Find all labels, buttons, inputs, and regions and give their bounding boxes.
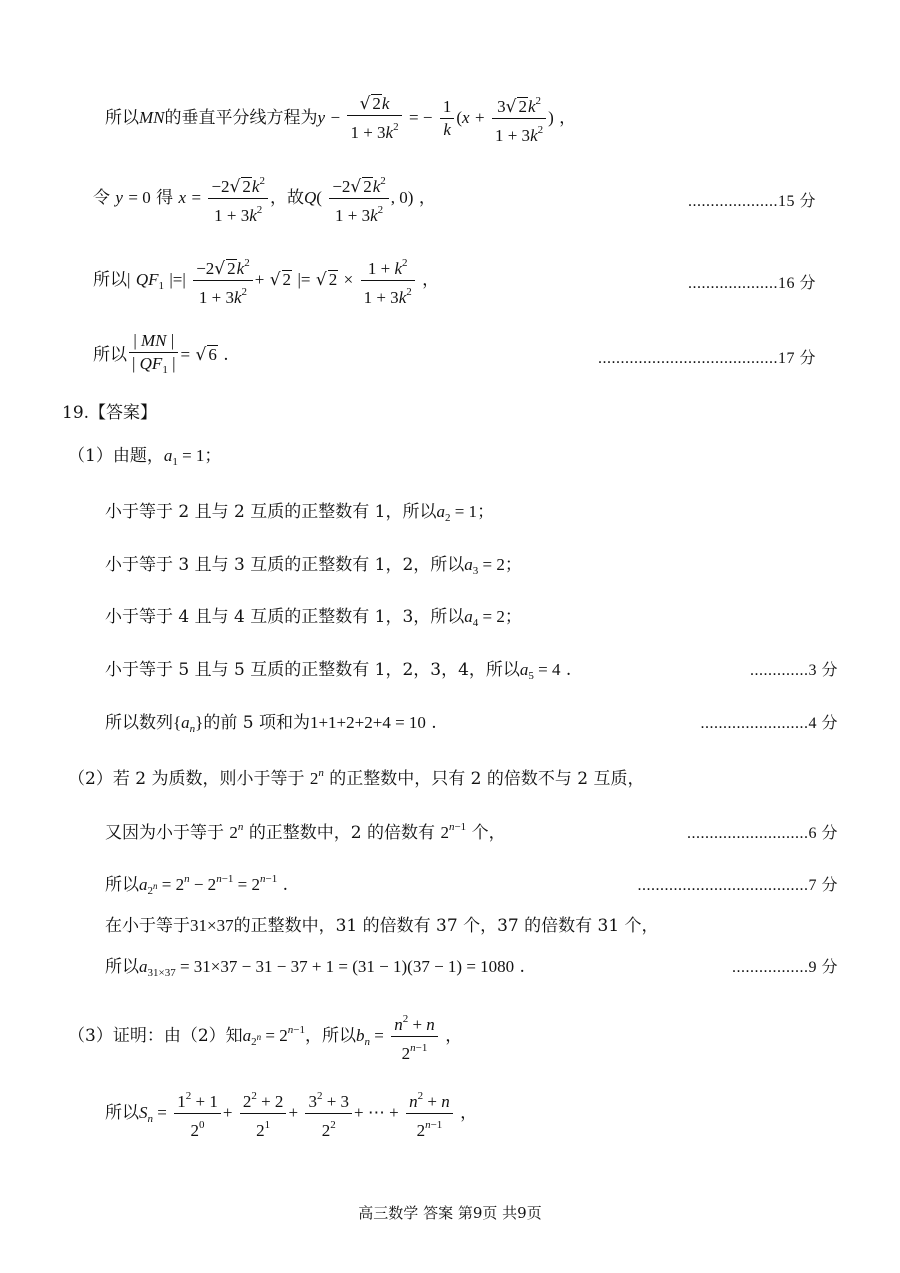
score-6: ...........................6 分	[686, 825, 838, 842]
text-prefix: 令	[93, 188, 110, 208]
part2-multiples: 又因为小于等于 2$^n$ 的正整数中，2 的倍数有 $2^{n-1}$ 个，	[105, 821, 506, 843]
score-3: .............3 分	[749, 662, 838, 679]
text-c: 个，	[471, 823, 506, 843]
text: 所以	[105, 875, 139, 895]
text-prefix: 所以	[93, 270, 127, 290]
text-b: ，所以	[304, 1026, 356, 1046]
part1-a4: 小于等于 4 且与 4 互质的正整数有 1，3，所以$a_4 = 2$；	[105, 607, 522, 629]
text: 小于等于 2 且与 2 互质的正整数有 1，所以	[105, 502, 437, 522]
math-mn: MN	[139, 108, 165, 127]
text: 在小于等于	[105, 916, 190, 936]
text-body: 的垂直平分线方程为	[164, 108, 318, 128]
text-b: 的前 5 项和为	[203, 713, 310, 733]
line-bisector-equation: 所以MN的垂直平分线方程为y − $\frac{√ 2k}{1 + 3k^2}$ = − $\frac{1}{k}$ (x + $\frac{3√ 2k^2}{1 + 3k^2}$ ) ，	[105, 90, 576, 147]
text-mid: 得	[156, 188, 174, 208]
part2-31x37: 在小于等于31×37的正整数中，31 的倍数有 37 个，37 的倍数有 31 个，	[105, 916, 659, 936]
part1-a3: 小于等于 3 且与 3 互质的正整数有 1，2，所以$a_3 = 2$；	[105, 555, 522, 577]
part2-result: 所以$a_{31\times 37} = 31\times 37 - 31 - 37 + 1 = (31 - 1)(37 - 1) = 1080$ .	[105, 957, 525, 979]
text: 小于等于 3 且与 3 互质的正整数有 1，2，所以	[105, 555, 465, 575]
score-7: ......................................7 分	[637, 877, 838, 894]
score-4: ........................4 分	[700, 715, 838, 732]
score-16: ....................16 分	[687, 275, 816, 292]
text: 小于等于 5 且与 5 互质的正整数有 1，2，3，4，所以	[105, 660, 520, 680]
score-9: .................9 分	[731, 959, 838, 976]
text: （3）证明：由（2）知	[68, 1026, 243, 1046]
text-b: 的正整数中，2 的倍数有	[248, 823, 436, 843]
text: （2）若 2 为质数，则小于等于	[68, 769, 305, 789]
line-ratio: 所以 $\frac{| MN |}{| QF_1 |}$ = √ 6 .	[93, 331, 229, 376]
text: 所以数列	[105, 713, 173, 733]
text-b: 的正整数中，31 的倍数有 37 个，37 的倍数有 31 个，	[233, 916, 659, 936]
part1-intro: （1）由题，$a_1 = 1$；	[68, 446, 222, 468]
question-19-heading: 19.【答案】	[62, 403, 158, 423]
part1-sum: 所以数列$\{a_n\}$的前 5 项和为1+1+2+2+4 = 10 .	[105, 713, 437, 735]
text-gu: ，故	[269, 188, 304, 208]
part1-a5: 小于等于 5 且与 5 互质的正整数有 1，2，3，4，所以$a_5 = 4$ .	[105, 660, 572, 682]
score-17: ........................................17 分	[597, 350, 816, 367]
part2-a2n: 所以$a_{2^n} = 2^n - 2^{n-1} = 2^{n-1}$ .	[105, 873, 289, 897]
part3-sum: 所以$S_n$ = $\frac{1^2 + 1}{2^0}$ + $\frac{2^2 + 2}{2^1}$ + $\frac{3^2 + 3}{2^2}$ + ⋯ + $\frac{n^2 + n}{2^{n-1}}$ ，	[105, 1085, 477, 1142]
page-footer: 高三数学 答案 第9页 共9页	[358, 1204, 542, 1222]
text-prefix: 所以	[93, 345, 127, 365]
text: 又因为小于等于	[105, 823, 224, 843]
text: 所以	[105, 957, 139, 977]
text: 小于等于 4 且与 4 互质的正整数有 1，3，所以	[105, 607, 465, 627]
line-q-point: 令 y = 0 得 x = $\frac{-2√ 2k^2}{1 + 3k^2}$ ，故Q( $\frac{-2√ 2k^2}{1 + 3k^2}$ , 0) ，	[93, 170, 436, 227]
text: 所以	[105, 1103, 139, 1123]
text: （1）由题，	[68, 446, 164, 466]
text-b: 的正整数中，只有 2 的倍数不与 2 互质，	[329, 769, 645, 789]
part1-a2: 小于等于 2 且与 2 互质的正整数有 1，所以$a_2 = 1$；	[105, 502, 495, 524]
part3-intro: （3）证明：由（2）知$a_{2^n} = 2^{n-1}$，所以$b_n$ = $\frac{n^2 + n}{2^{n-1}}$ ，	[68, 1008, 462, 1065]
score-15: ....................15 分	[687, 193, 816, 210]
part2-intro: （2）若 2 为质数，则小于等于 2$^n$ 的正整数中，只有 2 的倍数不与 2 互质，	[68, 767, 645, 789]
line-qf1: 所以| $QF_1$ |=| $\frac{-2√ 2k^2}{1 + 3k^2}$ + √ 2 |= √ 2 × $\frac{1 + k^2}{1 + 3k^2}$ ，	[93, 252, 439, 309]
text-prefix: 所以	[105, 108, 139, 128]
